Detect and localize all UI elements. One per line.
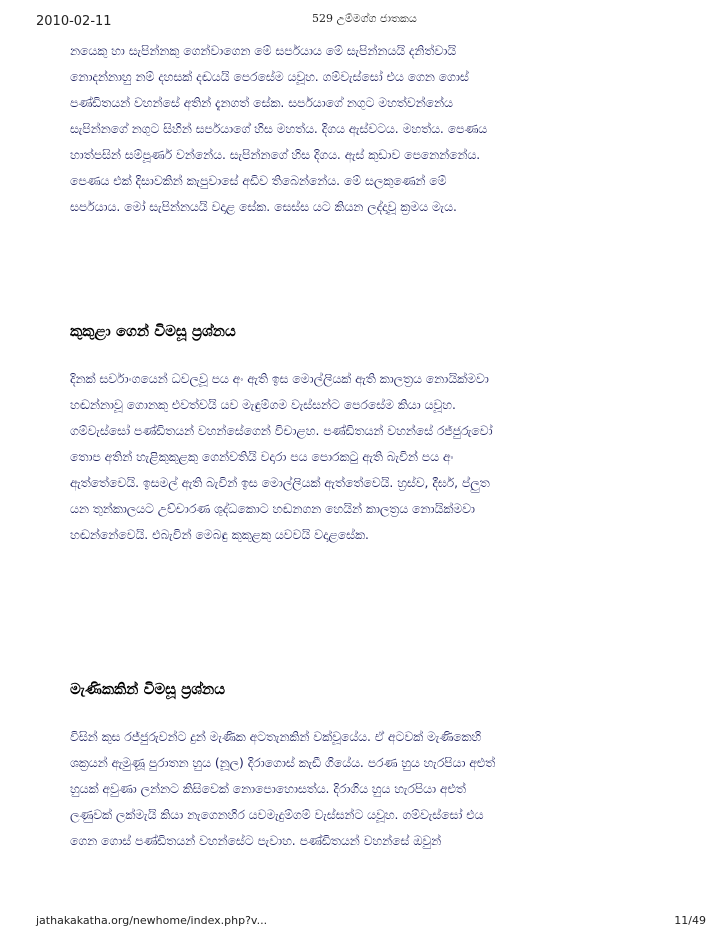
section-heading-rooster: කුකුළා ගෙන් විමසූ ප්‍රශ්නය bbox=[70, 322, 236, 340]
rooster-paragraph: දිනක් සර්වාංගයෙන් ධවලවූ පය අං ඇති ඉස මොල්ලියක් ඇති කාලත්‍රය නොයික්මවා හඬන්නාවූ ගොනකු එවත්වයි යව මැඳුම්ගම වැස්සන්ට පෙරසේම කියා යවූහ. ගම්වැස්සෝ පණ්ඩිතයන් වහන්සේගෙන් විචාළහ. පණ්ඩිතයන් වහන්සේ රජ්ජුරුවෝ තොප අතින් හැළිකුකුළකු ගෙන්වතියි වදාරා පය පොරකටු ඇති බැවින් පය අං ඇත්තේවෙයි. ඉසමල් ඇති බැවින් ඉස මොල්ලියක් ඇත්තේවෙයි. හ්‍රස්ව, දීර්ඝ, ප්ලුත යන තුන්කාලයට උච්චාරණ ශුද්ධකොට හඬනගන හෙයින් කාලත්‍රය නොයික්මවා හඬන්නේවෙයි. එබැවින් මෙබඳු කුකුළකු යවවයි වදාළසේක. bbox=[70, 372, 493, 542]
gem-paragraph: විසින් කුස රජ්ජුරුවන්ට දුන් මැණික අටතැනකින් වක්වූයේය. ඒ අටවක් මැණිකෙහි ශක්‍රයන් ඇමුණූ පුරාතන හුය (නූල) දිරාගොස් කැඩී ගියේය. පරණ හුය හැරපියා අළුත් හුයක් අවුණා ලන්නට කිසිවෙක් නොපොහොසත්ය. දිරාගිය හුය හැරපියා අළුත් ලණුවක් ලක්මැයි කියා නැගෙනහිර යවමැදුම්ගම් වැස්සන්ට යවූහ. ගම්වැස්සෝ එය ගෙන ගොස් පණ්ඩිතයන් වහන්සේට පැවාහ. පණ්ඩිතයන් වහන්සේ ඔවුන් bbox=[70, 730, 496, 848]
page-title: 529 උම්මග්ග ජාතකය bbox=[312, 12, 417, 25]
intro-paragraph: නයෙකු හා සැපින්නකු ගෙන්වාගෙන මේ සර්පයාය මේ සැපින්නයයි දනිත්වායි නොදන්නාහු නම් දහසක් දඬයයි පෙරසේම යවූහ. ගම්වැස්සෝ එය ගෙන ගොස් පණ්ඩිතයන් වහන්සේ අතින් දැනගත් සේක. සර්පයාගේ නගුට මහත්වන්නේය සැපින්නගේ නගුට සිහින් සර්පයාගේ හිස මහත්ය. දිගය ඇස්වටය. මහත්ය. පෙණය හාත්පසින් සම්පූර්ණ වන්නේය. සැපින්නගේ හිස දිගය. ඇස් කුඩාව පෙනෙන්නේය. පෙණය එක් දිසාවකින් කැපුවාසේ අඩිව තිබෙන්නේය. මේ සලකුණෙන් මේ සර්පයාය. මෝ සැපින්නයයි වදාළ සේක. සෙස්ස යට කියන ලද්දාවූ ක්‍රමය මැය. bbox=[70, 44, 488, 214]
page-number: 11/49 bbox=[674, 914, 706, 927]
footer-url-link[interactable]: jathakakatha.org/newhome/index.php?v... bbox=[36, 914, 268, 927]
print-date: 2010-02-11 bbox=[36, 14, 112, 29]
document-body bbox=[70, 38, 675, 854]
section-heading-gem: මැණිකකින් විමසූ ප්‍රශ්නය bbox=[70, 680, 226, 698]
